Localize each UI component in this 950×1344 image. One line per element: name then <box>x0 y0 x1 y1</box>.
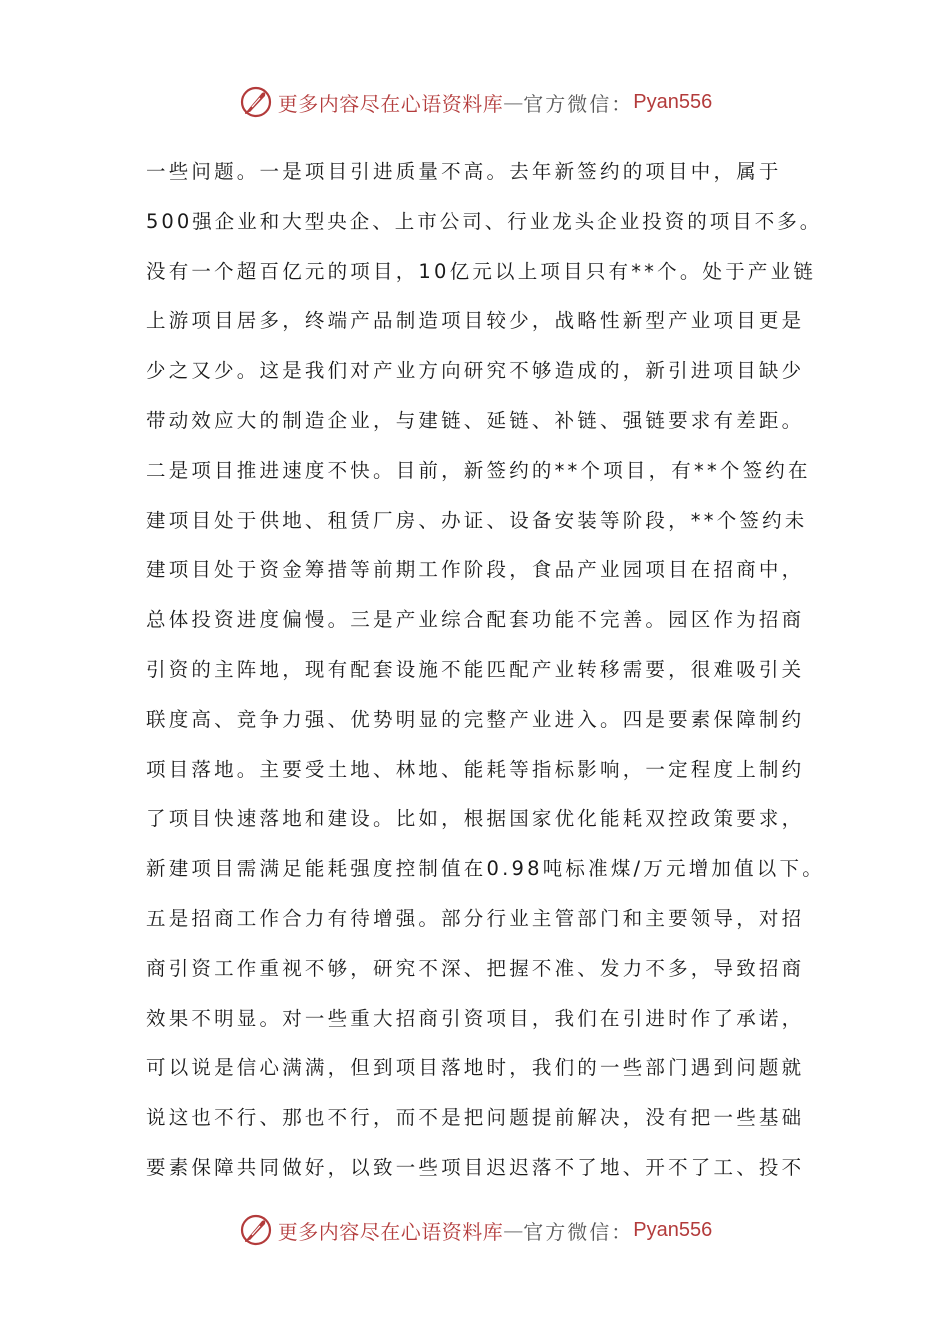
body-line: 带动效应大的制造企业，与建链、延链、补链、强链要求有差距。 <box>146 408 805 432</box>
body-line: 效果不明显。对一些重大招商引资项目，我们在引进时作了承诺， <box>146 1006 805 1030</box>
footer-banner-separator: — <box>503 1218 524 1242</box>
body-line: 一些问题。一是项目引进质量不高。去年新签约的项目中，属于 <box>146 160 782 183</box>
header-banner-title: 更多内容尽在心语资料库 <box>277 91 504 116</box>
body-line: 少之又少。这是我们对产业方向研究不够造成的，新引进项目缺少 <box>146 359 805 383</box>
footer-banner-wechat-label: 官方微信： <box>523 1219 634 1244</box>
header-banner-wechat-id: Pyan556 <box>633 90 713 113</box>
document-body <box>146 147 826 1193</box>
header-banner-separator: — <box>503 90 524 114</box>
body-line: 说这也不行、那也不行，而不是把问题提前解决，没有把一些基础 <box>146 1106 805 1130</box>
body-line: 可以说是信心满满，但到项目落地时，我们的一些部门遇到问题就 <box>146 1056 805 1080</box>
footer-banner-content <box>238 1212 712 1248</box>
body-line: 总体投资进度偏慢。三是产业综合配套功能不完善。园区作为招商 <box>146 608 805 632</box>
body-line: 联度高、竞争力强、优势明显的完整产业进入。四是要素保障制约 <box>146 707 805 731</box>
header-banner-wechat-label: 官方微信： <box>523 91 634 116</box>
footer-banner-title: 更多内容尽在心语资料库 <box>277 1219 504 1244</box>
body-line: 项目落地。主要受土地、林地、能耗等指标影响，一定程度上制约 <box>146 757 805 781</box>
footer-banner <box>0 1208 950 1252</box>
quill-pen-logo-icon <box>238 1212 274 1248</box>
body-line: 了项目快速落地和建设。比如，根据国家优化能耗双控政策要求， <box>146 807 805 831</box>
body-line: 要素保障共同做好，以致一些项目迟迟落不了地、开不了工、投不 <box>146 1155 805 1179</box>
body-line: 上游项目居多，终端产品制造项目较少，战略性新型产业项目更是 <box>146 309 805 333</box>
header-banner <box>0 80 950 124</box>
body-line: 新建项目需满足能耗强度控制值在0.98吨标准煤/万元增加值以下。 <box>146 857 825 881</box>
body-line: 500强企业和大型央企、上市公司、行业龙头企业投资的项目不多。 <box>146 209 823 233</box>
quill-pen-logo-icon <box>238 84 274 120</box>
body-line: 引资的主阵地，现有配套设施不能匹配产业转移需要，很难吸引关 <box>146 657 805 681</box>
body-line: 建项目处于资金筹措等前期工作阶段，食品产业园项目在招商中， <box>146 558 805 582</box>
body-line: 五是招商工作合力有待增强。部分行业主管部门和主要领导，对招 <box>146 906 805 930</box>
footer-banner-wechat-id: Pyan556 <box>633 1218 713 1241</box>
body-line: 商引资工作重视不够，研究不深、把握不准、发力不多，导致招商 <box>146 956 805 980</box>
body-line: 建项目处于供地、租赁厂房、办证、设备安装等阶段，**个签约未 <box>146 508 808 532</box>
header-banner-content <box>238 84 712 120</box>
body-line: 二是项目推进速度不快。目前，新签约的**个项目，有**个签约在 <box>146 458 811 482</box>
body-line: 没有一个超百亿元的项目，10亿元以上项目只有**个。处于产业链 <box>146 259 817 283</box>
